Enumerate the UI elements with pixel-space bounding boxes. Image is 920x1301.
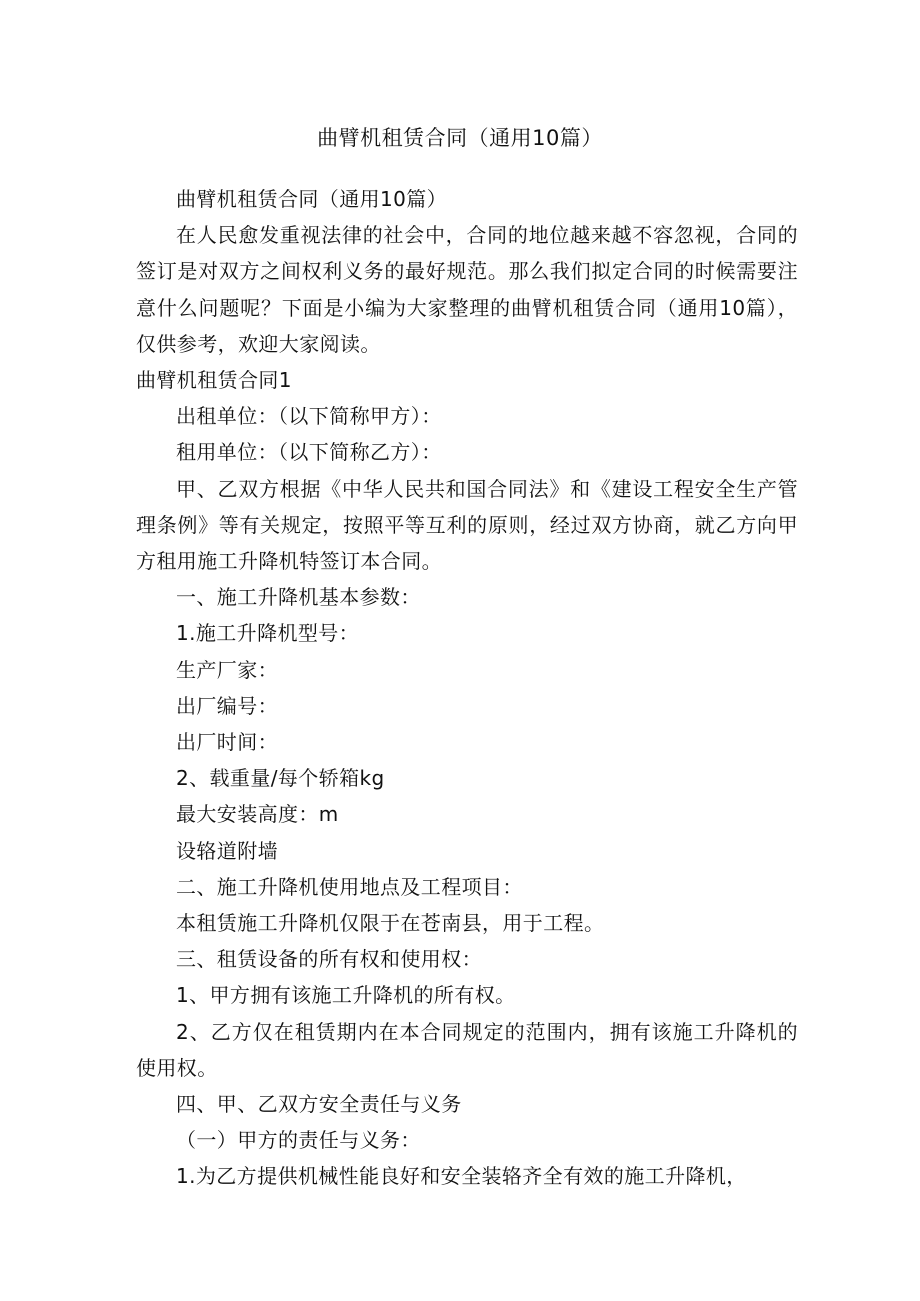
clause-line: 1.为乙方提供机械性能良好和安全装辂齐全有效的施工升降机，	[176, 1164, 747, 1189]
clause-line: 2、载重量/每个轿箱kg	[176, 766, 385, 791]
clause-line: 最大安装高度：m	[176, 802, 339, 827]
section-heading-contract-1: 曲臂机租赁合同1	[136, 368, 292, 393]
sub-clause-heading: （一）甲方的责任与义务：	[176, 1128, 421, 1153]
lessor-line: 出租单位：（以下简称甲方）：	[176, 404, 442, 429]
clause-line: 1、甲方拥有该施工升降机的所有权。	[176, 983, 516, 1008]
clause-line: 出厂时间：	[176, 730, 278, 755]
clause-line: 1.施工升降机型号：	[176, 621, 360, 646]
clause-line: 出厂编号：	[176, 693, 278, 718]
intro-paragraph: 在人民愈发重视法律的社会中，合同的地位越来越不容忽视，合同的签订是对双方之间权利义务的最好规范。那么我们拟定合同的时候需要注意什么问题呢？下面是小编为大家整理的曲臂机租赁合同（通用10篇），仅供参考，欢迎大家阅读。	[136, 223, 798, 356]
document-body	[136, 181, 798, 1195]
clause-heading-4: 四、甲、乙双方安全责任与义务	[176, 1092, 462, 1117]
agreement-paragraph: 甲、乙双方根据《中华人民共和国合同法》和《建设工程安全生产管理条例》等有关规定，按照平等互利的原则，经过双方协商，就乙方向甲方租用施工升降机特签订本合同。	[136, 476, 798, 574]
clause-line: 本租赁施工升降机仅限于在苍南县，用于工程。	[176, 911, 605, 936]
document-title: 曲臂机租赁合同（通用10篇）	[317, 126, 603, 150]
clause-line: 生产厂家：	[176, 657, 278, 682]
lessee-line: 租用单位：（以下简称乙方）：	[176, 440, 442, 465]
clause-heading-3: 三、租赁设备的所有权和使用权：	[176, 947, 482, 972]
clause-heading-1: 一、施工升降机基本参数：	[176, 585, 421, 610]
clause-heading-2: 二、施工升降机使用地点及工程项目：	[176, 874, 523, 899]
clause-line: 2、乙方仅在租赁期内在本合同规定的范围内，拥有该施工升降机的使用权。	[136, 1019, 798, 1080]
subtitle-paragraph: 曲臂机租赁合同（通用10篇）	[176, 187, 448, 211]
clause-line: 设辂道附墙	[176, 838, 278, 863]
